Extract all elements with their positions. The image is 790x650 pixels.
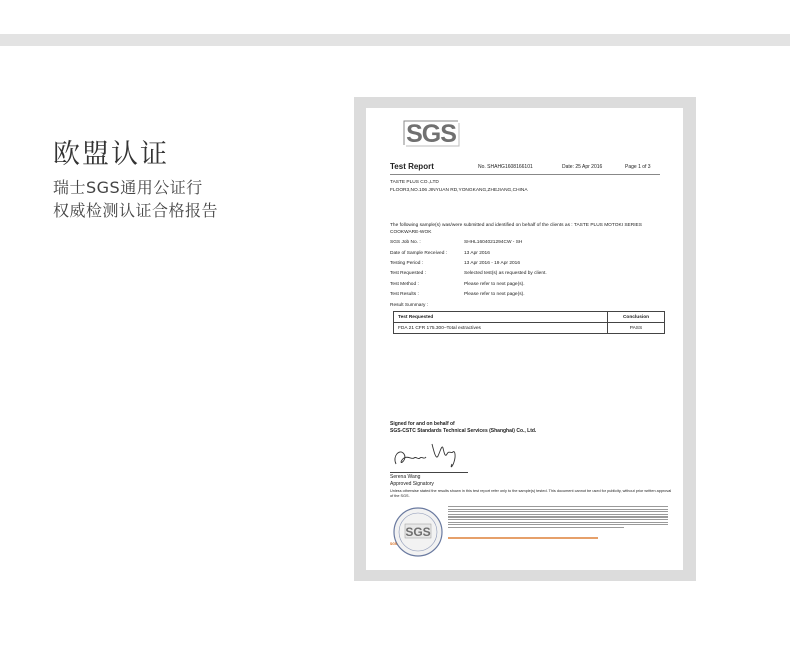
document-footer [390,542,672,549]
report-page: Page 1 of 3 [625,164,651,170]
signed-line-1: Signed for and on behalf of [390,421,455,427]
subtitle-line-1: 瑞士SGS通用公证行 [53,178,203,197]
field-label: SGS Job No. : [390,240,421,245]
field-testing-period [390,261,660,269]
field-value: Please refer to next page(s). [464,292,525,297]
sgs-seal-icon [392,506,444,558]
table-header-row [394,312,665,323]
result-summary-label: Result Summary : [390,303,429,308]
sgs-logo [402,119,460,147]
field-test-results [390,292,660,300]
table-cell: FDA 21 CFR 175.300–Total extractives [394,323,608,334]
signatory-title: Approved Signatory [390,480,434,487]
certificate-document [366,108,683,570]
footer-brand: SGS [390,542,397,546]
report-number: No. SHAHG1608166101 [478,164,533,170]
handwritten-signature-icon [390,438,470,472]
section-subtitle [53,176,218,222]
field-value: SHHL1604021294CW - SH [464,240,523,245]
intro-paragraph: The following sample(s) was/were submitted and identified on behalf of the clients as : TASTE PLUS MOTOKI SERIES COOKWARE-WOK [390,223,642,235]
table-cell: PASS [608,323,665,334]
section-title: 欧盟认证 [53,139,169,170]
field-label: Test Method : [390,282,419,287]
field-label: Testing Period : [390,261,424,266]
header-rule [390,174,660,175]
field-test-method [390,282,660,290]
field-value: 13 Apr 2016 [464,251,490,256]
client-name: TASTE PLUS CO.,LTD [390,180,439,185]
seal-text: SGS [405,525,431,539]
field-label: Test Requested : [390,271,426,276]
field-label: Date of Sample Received : [390,251,448,256]
result-table [393,311,665,334]
report-header [390,164,660,174]
table-header-cell: Test Requested [394,312,608,323]
fine-print-block [448,506,668,540]
report-title: Test Report [390,162,434,171]
field-label: Test Results : [390,292,419,297]
signature-rule [390,472,468,473]
signed-line-2: SGS-CSTC Standards Technical Services (Shanghai) Co., Ltd. [390,427,537,434]
field-test-requested [390,271,660,279]
report-date: Date: 25 Apr 2016 [562,164,603,170]
signatory-name: Serena Wang [390,474,421,480]
client-address: FLOOR3,NO.106 JINYUAN RD,YONGKANG,ZHEJIANG,CHINA [390,188,528,193]
field-job-no [390,240,660,248]
field-value: Selected test(s) as requested by client. [464,271,547,276]
field-value: 13 Apr 2016 - 19 Apr 2016 [464,261,521,266]
signatory [390,474,434,487]
accent-rule [448,537,598,539]
disclaimer-text: Unless otherwise stated the results shown in this test report refer only to the sample(s) tested. This document cannot be used for publicity, without prior written approval of the SGS. [390,489,672,498]
subtitle-line-2: 权威检测认证合格报告 [53,201,219,220]
top-divider-bar [0,34,790,46]
logo-text: SGS [406,120,456,148]
signed-on-behalf [390,421,536,434]
table-row [394,323,665,334]
table-header-cell: Conclusion [608,312,665,323]
field-date-received [390,251,660,259]
field-value: Please refer to next page(s). [464,282,525,287]
